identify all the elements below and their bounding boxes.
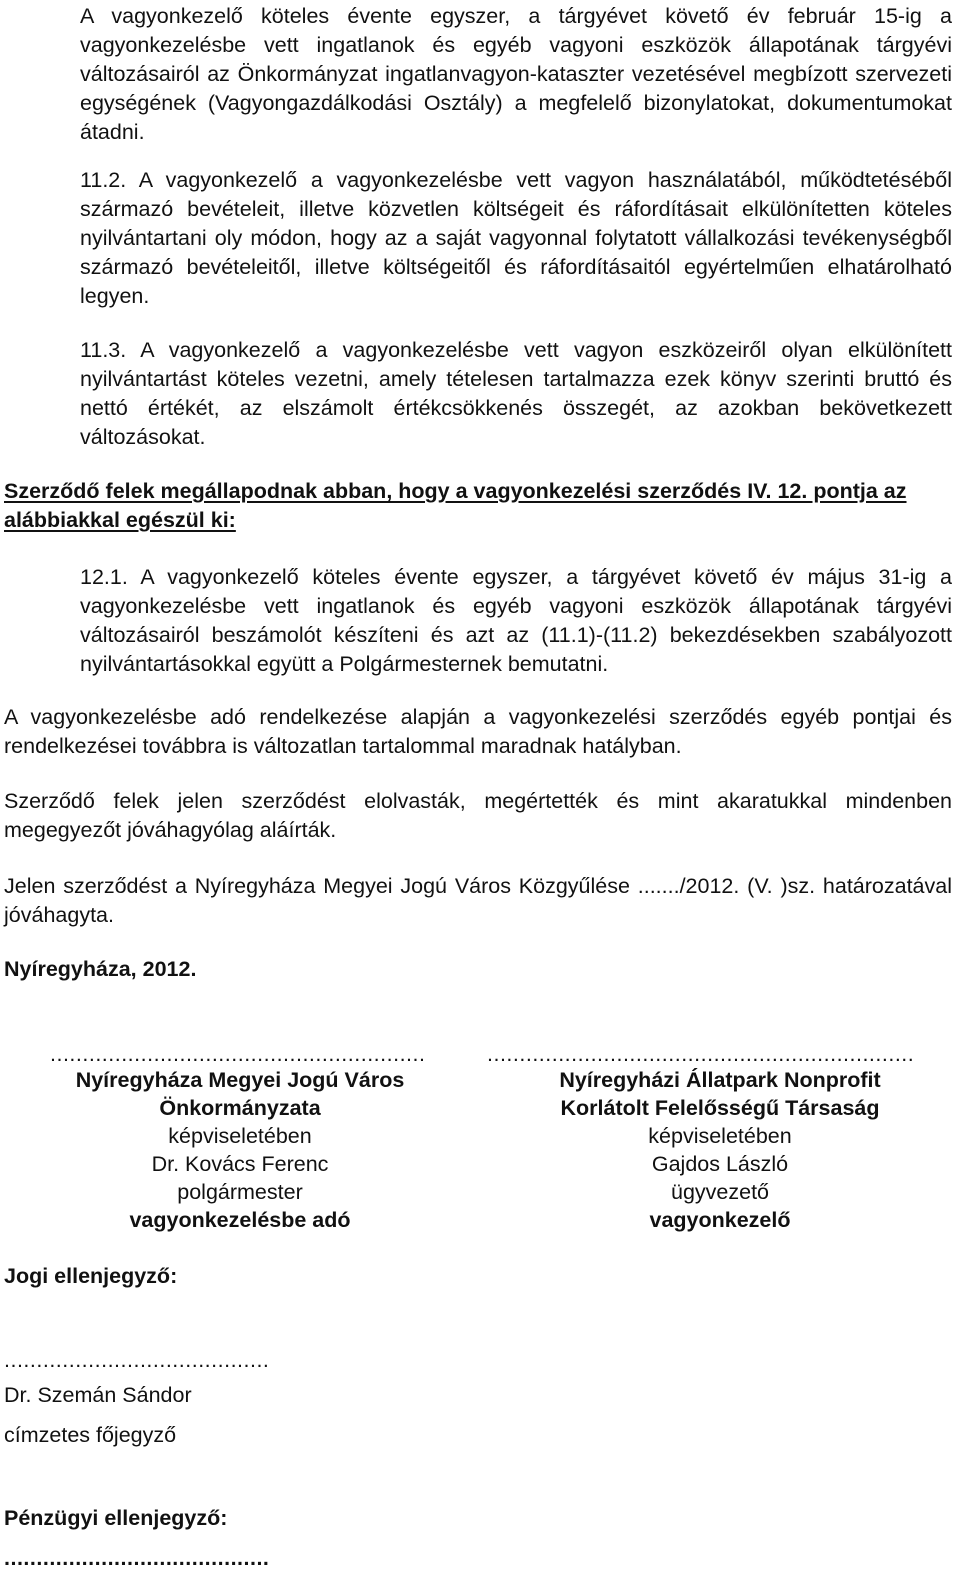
right-signatory-name: Gajdos László <box>651 1152 789 1176</box>
paragraph-remaining-provisions: A vagyonkezelésbe adó rendelkezése alapján a vagyonkezelési szerződés egyéb pontjai és rendelkezései továbbra is változatlan tartalommal maradnak hatályban. <box>4 705 952 758</box>
paragraph-12-1: 12.1. A vagyonkezelő köteles évente egyszer, a tárgyévet követő év május 31-ig a vagyonkezelésbe vett ingatlanok és egyéb vagyoni eszközök állapotának tárgyévi változásairól beszámolót készíteni és azt az (11.1)-(11.2) bekezdésekben szabályozott nyilvántartásokkal együtt a Polgármesternek bemutatni. <box>80 565 952 676</box>
left-represented: képviseletében <box>168 1124 312 1148</box>
left-org-line-1: Nyíregyháza Megyei Jogú Város <box>75 1068 405 1092</box>
left-signature-line: .......................................................... <box>50 1042 426 1066</box>
legal-countersign-name: Dr. Szemán Sándor <box>4 1383 192 1407</box>
paragraph-11-2: 11.2. A vagyonkezelő a vagyonkezelésbe vett vagyon használatából, működtetéséből származó bevételeit, illetve közvetlen költségeit és ráfordításait elkülönítetten köteles nyilvántartani oly módon, hogy az a saját vagyonnal folytatott vállalkozási tevékenységből származó bevételeitől, illetve költségeitől és ráfordításaitól egyértelműen elhatárolható legyen. <box>80 168 952 308</box>
right-signature-block <box>500 1066 940 1234</box>
legal-countersign-title: címzetes főjegyző <box>4 1423 177 1447</box>
paragraph-11-3: 11.3. A vagyonkezelő a vagyonkezelésbe vett vagyon eszközeiről olyan elkülönített nyilvántartást köteles vezetni, amely tételesen tartalmazza ezek könyv szerinti bruttó és nettó értékét, az elszámolt értékcsökkenés összegét, az azokban bekövetkezett változásokat. <box>80 338 952 449</box>
right-org-line-1: Nyíregyházi Állatpark Nonprofit <box>559 1068 881 1092</box>
right-represented: képviseletében <box>648 1124 792 1148</box>
financial-countersign-label: Pénzügyi ellenjegyző: <box>4 1506 228 1530</box>
place-and-date: Nyíregyháza, 2012. <box>4 957 197 981</box>
financial-countersign-line: ......................................... <box>4 1546 270 1570</box>
amendment-heading: Szerződő felek megállapodnak abban, hogy a vagyonkezelési szerződés IV. 12. pontja az alábbiakkal egészül ki: <box>4 479 907 532</box>
right-signature-line: .................................................................. <box>487 1042 915 1066</box>
left-party-role: vagyonkezelésbe adó <box>129 1208 351 1232</box>
paragraph-assembly-approval: Jelen szerződést a Nyíregyháza Megyei Jogú Város Közgyűlése ......./2012. (V. )sz. határozatával jóváhagyta. <box>4 874 952 927</box>
paragraph-11-1-continuation: A vagyonkezelő köteles évente egyszer, a tárgyévet követő év február 15-ig a vagyonkezelésbe vett ingatlanok és egyéb vagyoni eszközök állapotának tárgyévi változásairól az Önkormányzat ingatlanvagyon-kataszter vezetésével megbízott szervezeti egységének (Vagyongazdálkodási Osztály) a megfelelő bizonylatokat, dokumentumokat átadni. <box>80 4 952 144</box>
legal-countersign-label: Jogi ellenjegyző: <box>4 1264 178 1288</box>
right-signatory-title: ügyvezető <box>670 1180 769 1204</box>
left-signatory-title: polgármester <box>177 1180 303 1204</box>
right-party-role: vagyonkezelő <box>649 1208 791 1232</box>
left-signatory-name: Dr. Kovács Ferenc <box>151 1152 329 1176</box>
right-org-line-2: Korlátolt Felelősségű Társaság <box>560 1096 880 1120</box>
paragraph-read-and-signed: Szerződő felek jelen szerződést elolvasták, megértették és mint akaratukkal mindenben megegyezőt jóváhagyólag aláírták. <box>4 789 952 842</box>
left-org-line-2: Önkormányzata <box>159 1096 321 1120</box>
legal-countersign-line: ......................................... <box>4 1348 270 1372</box>
left-signature-block <box>20 1066 460 1234</box>
